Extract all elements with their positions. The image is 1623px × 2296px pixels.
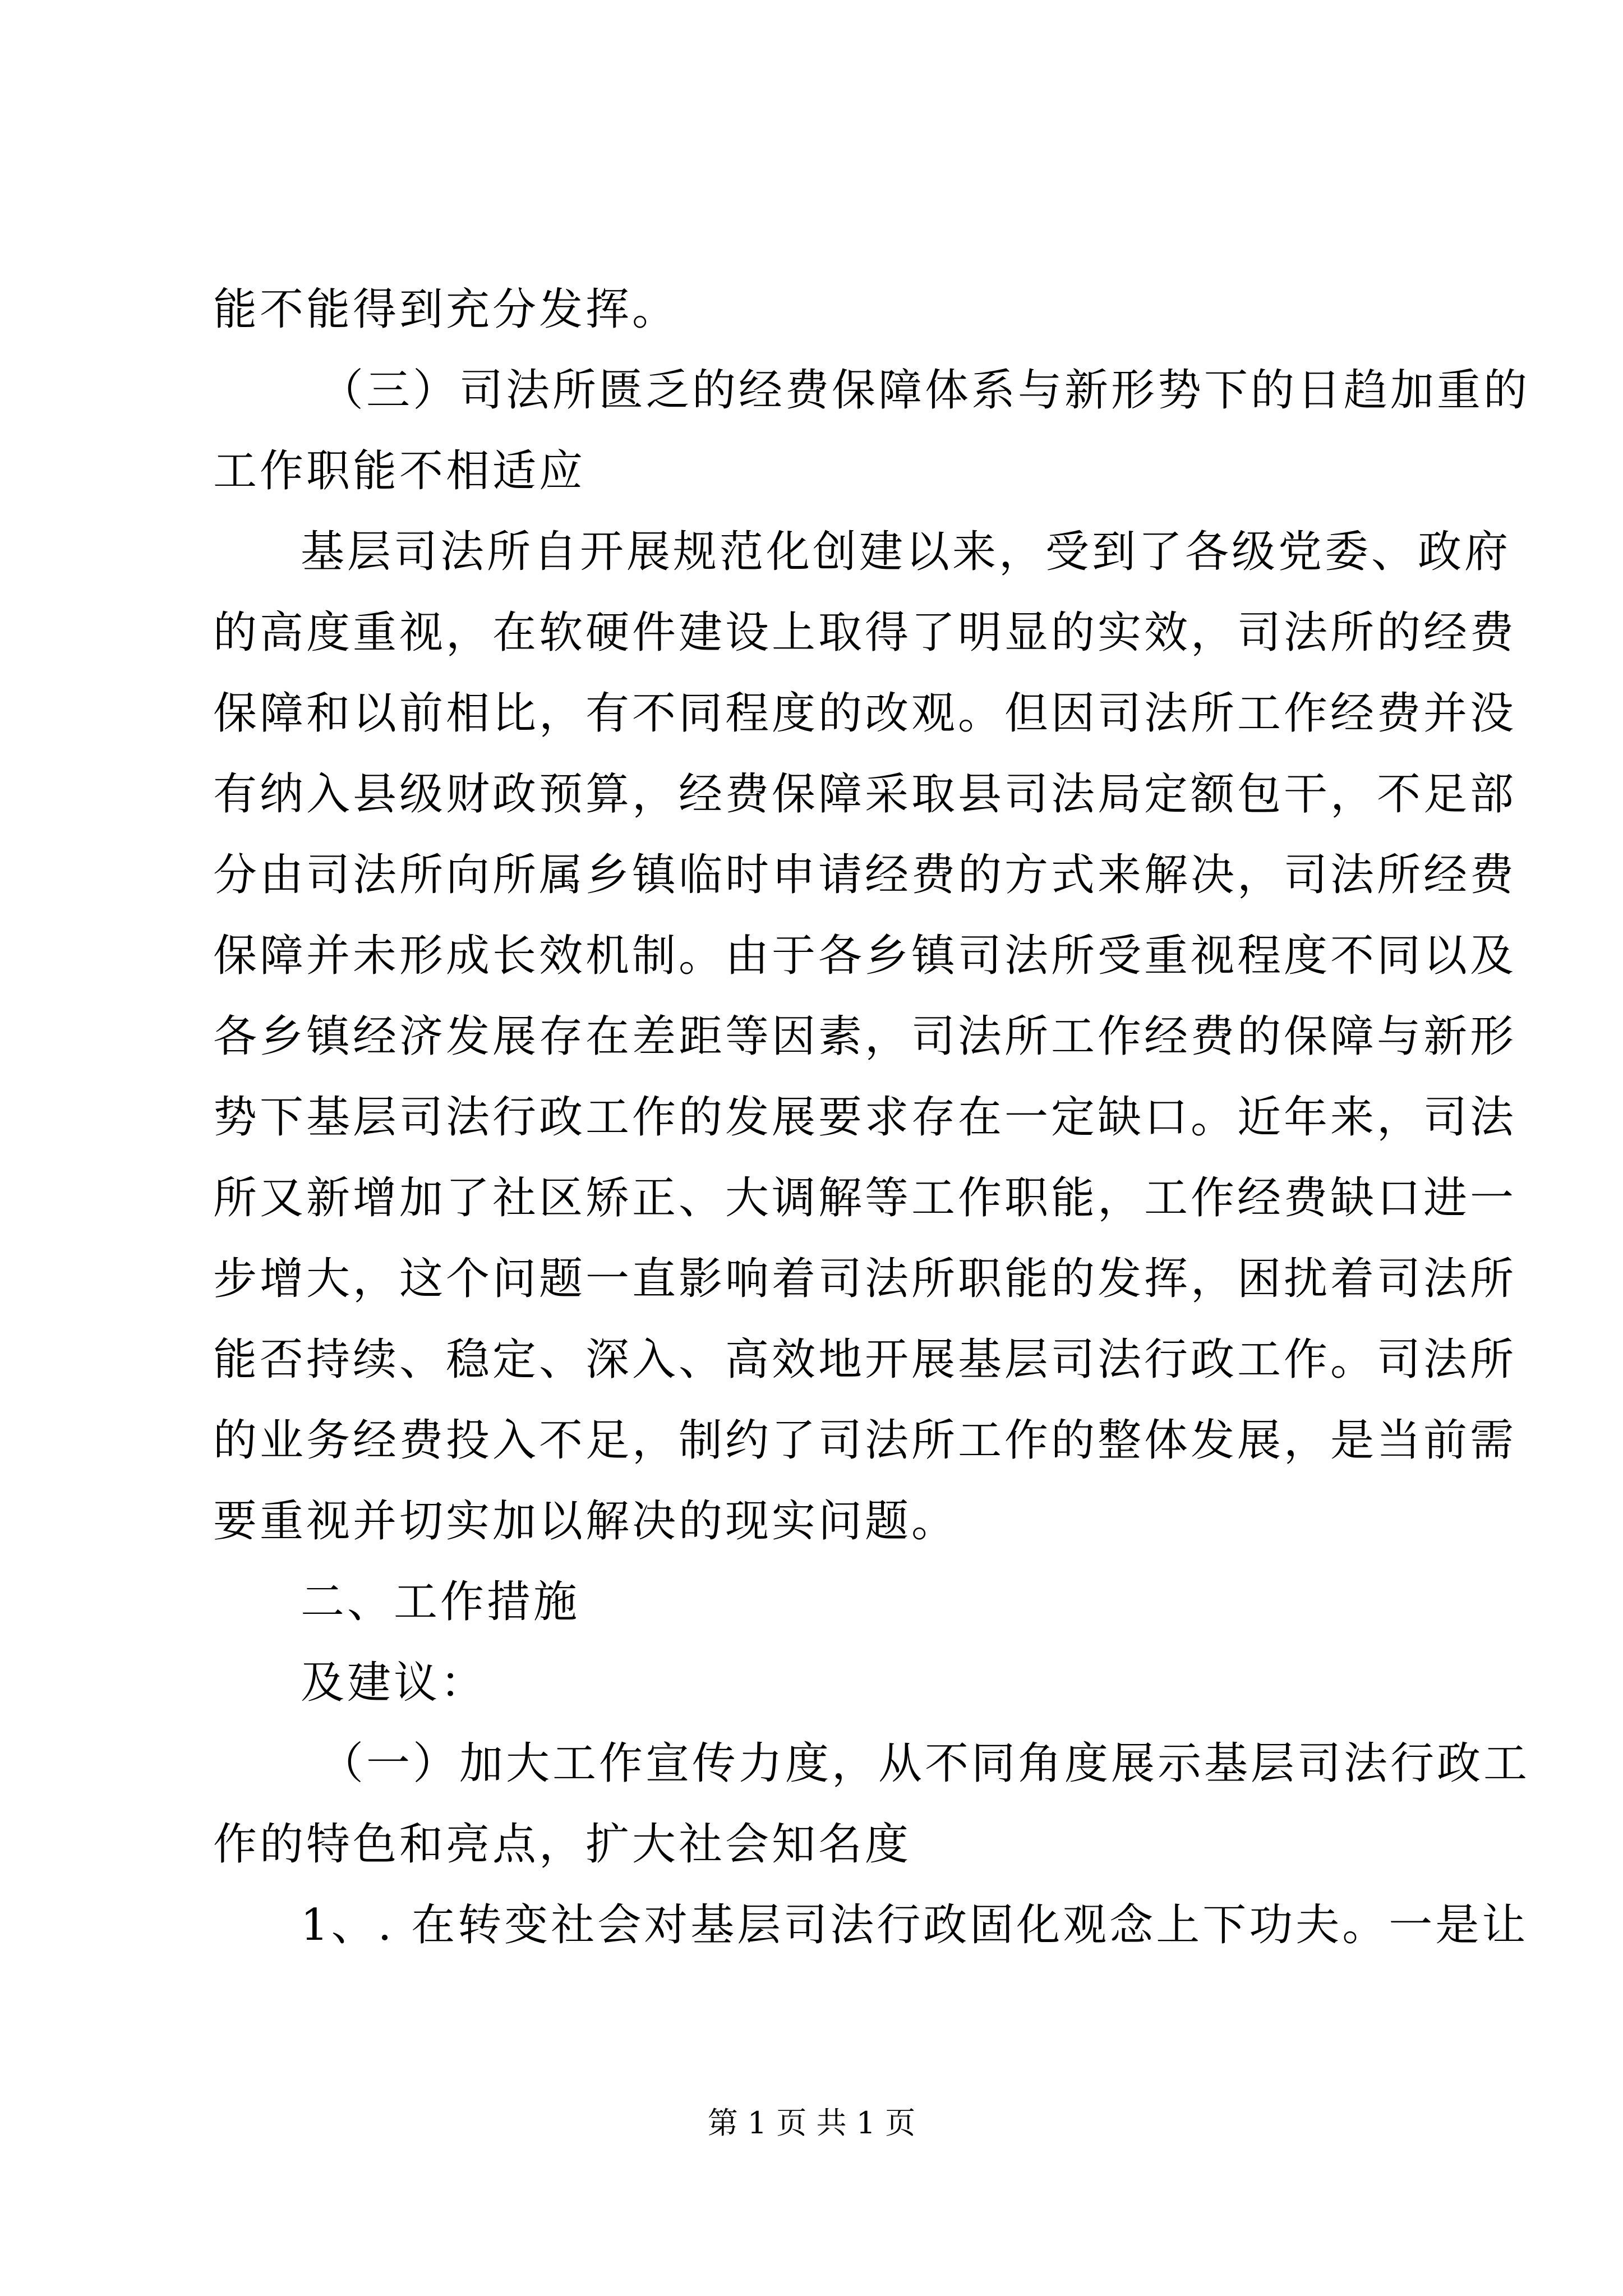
text-line: 能不能得到充分发挥。 [213,284,679,335]
paragraph-line: 有纳入县级财政预算，经费保障采取县司法局定额包干，不足部 [213,769,1517,820]
paragraph-line: 的业务经费投入不足，制约了司法所工作的整体发展，是当前需 [213,1415,1517,1466]
document-body [213,269,1530,1966]
subsection-heading-continued: 作的特色和亮点，扩大社会知名度 [213,1819,912,1870]
section-heading: （三）司法所匮乏的经费保障体系与新形势下的日趋加重的 [320,365,1530,416]
section-heading-continued: 及建议： [301,1658,487,1708]
paragraph-line: 保障并未形成长效机制。由于各乡镇司法所受重视程度不同以及 [213,931,1517,981]
paragraph-line: 各乡镇经济发展存在差距等因素，司法所工作经费的保障与新形 [213,1011,1517,1062]
paragraph-line: 能否持续、稳定、深入、高效地开展基层司法行政工作。司法所 [213,1335,1517,1385]
paragraph-line: 保障和以前相比，有不同程度的改观。但因司法所工作经费并没 [213,688,1517,739]
paragraph-line: 的高度重视，在软硬件建设上取得了明显的实效，司法所的经费 [213,608,1517,658]
list-item: 1、. 在转变社会对基层司法行政固化观念上下功夫。一是让 [301,1900,1529,1950]
paragraph-line: 步增大，这个问题一直影响着司法所职能的发挥，困扰着司法所 [213,1254,1517,1304]
paragraph-line: 分由司法所向所属乡镇临时申请经费的方式来解决，司法所经费 [213,850,1517,900]
section-heading: 二、工作措施 [301,1577,580,1627]
paragraph-line: 要重视并切实加以解决的现实问题。 [213,1496,958,1547]
paragraph-line: 基层司法所自开展规范化创建以来，受到了各级党委、政府 [301,527,1511,577]
paragraph-line: 所又新增加了社区矫正、大调解等工作职能，工作经费缺口进一 [213,1173,1517,1223]
section-heading-continued: 工作职能不相适应 [213,446,586,496]
paragraph-line: 势下基层司法行政工作的发展要求存在一定缺口。近年来，司法 [213,1092,1517,1143]
page-footer: 第 1 页 共 1 页 [707,2105,916,2141]
subsection-heading: （一）加大工作宣传力度，从不同角度展示基层司法行政工 [320,1738,1530,1789]
